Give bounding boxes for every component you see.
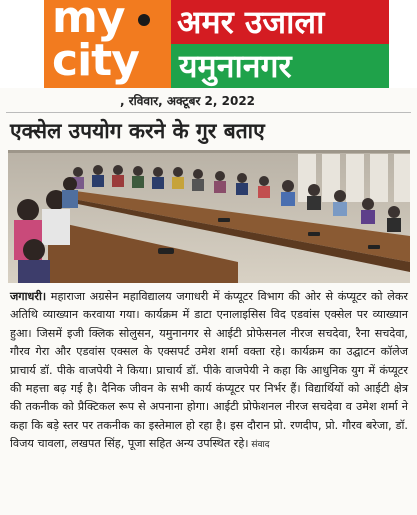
logo-dot: [138, 14, 150, 26]
masthead: [0, 0, 417, 88]
news-photo: [8, 150, 410, 283]
logo-city-text: city: [52, 35, 139, 86]
mycity-logo: [44, 0, 171, 88]
article-credit: संवाद: [248, 440, 270, 451]
dateline: , रविवार, अक्टूबर 2, 2022: [120, 94, 256, 108]
edition-banner: [171, 44, 389, 88]
newspaper-logo: [171, 0, 389, 44]
article-body: [10, 288, 408, 455]
article-text: महाराजा अग्रसेन महाविद्यालय जगाधरी में कंप्यूटर विभाग की ओर से कंप्यूटर को लेकर अतिथि व्याख्यान करवाया गया। कार्यक्रम में डाटा एनालाइसिस विद एडवांस एक्सेल पर व्याख्यान हुआ। जिसमें इजी क्लिक सोलुसन, यमुनानगर से आईटी प्रोफेसनल नीरज सचदेवा, रैना सचदेवा, गौरव गेरा और एडवांस एक्सल के एक्सपर्ट उमेश शर्मा वक्ता रहे। कार्यक्रम का उद्घाटन कॉलेज प्राचार्य डॉ. पीके वाजपेयी ने किया। प्राचार्य डॉ. पीके वाजपेयी ने कहा कि आधुनिक युग में कंप्यूटर की महत्ता बढ़ गई है। दैनिक जीवन के सभी कार्य कंप्यूटर पर निर्भर हैं। विद्यार्थियों को आईटी क्षेत्र की तकनीक को प्रैक्टिकल रूप से अपनाना होगा। आईटी प्रोफेशनल नीरज सचदेवा व उमेश शर्मा ने कहा कि बड़े स्तर पर तकनीक का इस्तेमाल हो रहा है। इस दौरान प्रो. रणदीप, प्रो. गौरव बरेजा, डॉ. विजय चावला, लखपत सिंह, पूजा सहित अन्य उपस्थित रहे।: [10, 290, 408, 451]
headline: एक्सेल उपयोग करने के गुर बताए: [10, 118, 265, 143]
divider: [6, 112, 411, 113]
newspaper-name: अमर उजाला: [177, 3, 325, 41]
lecture-hall-photo: [8, 150, 410, 283]
edition-name: यमुनानगर: [179, 47, 292, 85]
article-lead: जगाधरी।: [10, 290, 47, 303]
logo-my-text: my: [52, 0, 125, 43]
